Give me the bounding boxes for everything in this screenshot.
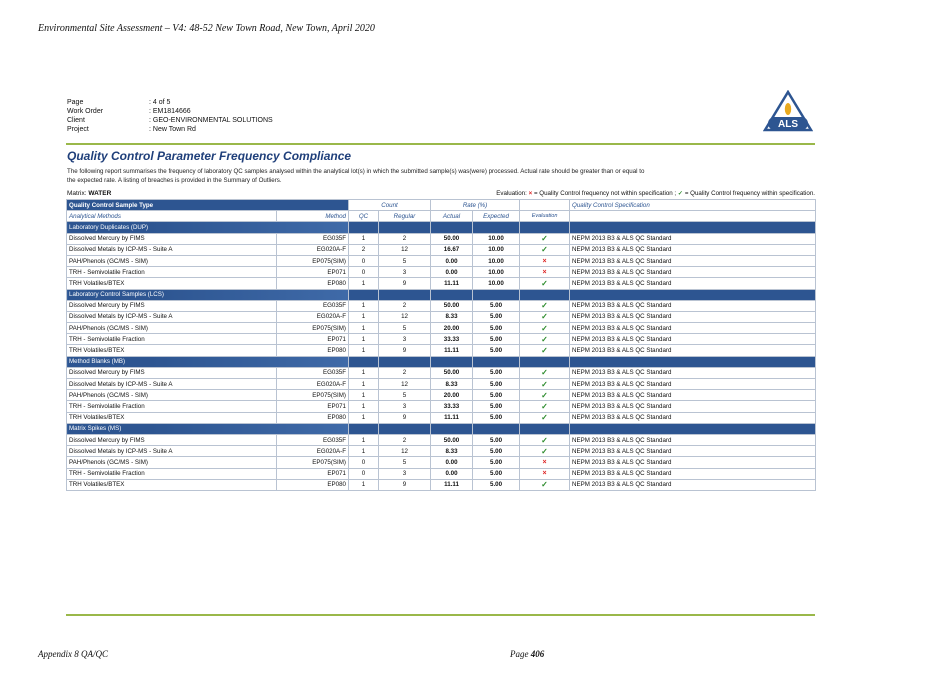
section-filler (473, 289, 520, 300)
pass-check-icon: ✓ (520, 412, 570, 423)
cell-regular: 12 (379, 446, 431, 457)
report-meta (67, 98, 273, 134)
cell-spec: NEPM 2013 B3 & ALS QC Standard (570, 446, 816, 457)
table-row (67, 311, 816, 322)
page-number: 406 (530, 649, 545, 659)
cell-qc: 1 (349, 446, 379, 457)
cell-expected: 5.00 (473, 434, 520, 445)
cell-actual: 50.00 (431, 434, 473, 445)
cell-method: EG035F (277, 233, 349, 244)
section-header (67, 222, 816, 233)
pass-check-icon: ✓ (677, 190, 684, 197)
cell-expected: 5.00 (473, 334, 520, 345)
cell-expected: 5.00 (473, 479, 520, 490)
cell-analytical-method: TRH - Semivolatile Fraction (67, 401, 277, 412)
cell-spec: NEPM 2013 B3 & ALS QC Standard (570, 345, 816, 356)
header-sample-type: Quality Control Sample Type (67, 200, 349, 211)
section-name: Laboratory Duplicates (DUP) (67, 222, 349, 233)
footer-rule (66, 614, 815, 616)
cell-regular: 2 (379, 300, 431, 311)
header-eval-spacer (520, 200, 570, 211)
cell-actual: 11.11 (431, 412, 473, 423)
cell-spec: NEPM 2013 B3 & ALS QC Standard (570, 278, 816, 289)
cell-qc: 1 (349, 278, 379, 289)
cell-actual: 11.11 (431, 345, 473, 356)
cell-analytical-method: Dissolved Mercury by FIMS (67, 233, 277, 244)
cell-analytical-method: PAH/Phenols (GC/MS - SIM) (67, 457, 277, 468)
header-analytical-methods: Analytical Methods (67, 211, 277, 222)
cell-analytical-method: Dissolved Metals by ICP-MS - Suite A (67, 446, 277, 457)
footer-appendix: Appendix 8 QA/QC (38, 649, 108, 659)
cell-method: EP080 (277, 412, 349, 423)
table-row (67, 379, 816, 390)
table-row (67, 255, 816, 266)
logo-text: ALS (778, 119, 798, 130)
cell-actual: 0.00 (431, 255, 473, 266)
section-filler (431, 356, 473, 367)
section-filler (431, 423, 473, 434)
section-filler (379, 289, 431, 300)
fail-cross-icon: × (528, 190, 533, 197)
cell-regular: 12 (379, 244, 431, 255)
cell-expected: 10.00 (473, 267, 520, 278)
cell-analytical-method: TRH Volatiles/BTEX (67, 412, 277, 423)
cell-qc: 0 (349, 468, 379, 479)
header-method: Method (277, 211, 349, 222)
cell-regular: 9 (379, 345, 431, 356)
section-filler (349, 289, 379, 300)
meta-key: Work Order (67, 108, 104, 115)
cell-method: EP071 (277, 267, 349, 278)
cell-qc: 1 (349, 390, 379, 401)
cell-expected: 5.00 (473, 345, 520, 356)
cell-actual: 33.33 (431, 334, 473, 345)
section-filler (379, 222, 431, 233)
cell-actual: 8.33 (431, 311, 473, 322)
cell-method: EG020A-F (277, 311, 349, 322)
table-row (67, 233, 816, 244)
fail-cross-icon: × (520, 468, 570, 479)
cell-method: EG020A-F (277, 379, 349, 390)
pass-check-icon: ✓ (520, 278, 570, 289)
cell-regular: 5 (379, 255, 431, 266)
running-head: Environmental Site Assessment – V4: 48-52 New Town Road, New Town, April 2020 (38, 23, 375, 34)
header-actual: Actual (431, 211, 473, 222)
fail-cross-icon: × (520, 267, 570, 278)
cell-spec: NEPM 2013 B3 & ALS QC Standard (570, 300, 816, 311)
cell-spec: NEPM 2013 B3 & ALS QC Standard (570, 401, 816, 412)
pass-check-icon: ✓ (520, 323, 570, 334)
header-qc: QC (349, 211, 379, 222)
legend-fail-text: = Quality Control frequency not within specification ; (533, 190, 677, 197)
cell-qc: 1 (349, 345, 379, 356)
header-spec: Quality Control Specification (570, 200, 816, 211)
cell-method: EP075(SIM) (277, 255, 349, 266)
cell-analytical-method: TRH Volatiles/BTEX (67, 345, 277, 356)
cell-analytical-method: TRH Volatiles/BTEX (67, 479, 277, 490)
cell-spec: NEPM 2013 B3 & ALS QC Standard (570, 323, 816, 334)
table-row (67, 446, 816, 457)
cell-actual: 0.00 (431, 267, 473, 278)
cell-method: EG035F (277, 300, 349, 311)
cell-analytical-method: TRH - Semivolatile Fraction (67, 267, 277, 278)
cell-spec: NEPM 2013 B3 & ALS QC Standard (570, 233, 816, 244)
cell-actual: 8.33 (431, 379, 473, 390)
pass-check-icon: ✓ (520, 311, 570, 322)
meta-value: : 4 of 5 (149, 99, 171, 106)
cell-method: EP075(SIM) (277, 390, 349, 401)
section-filler (349, 356, 379, 367)
header-regular: Regular (379, 211, 431, 222)
page-title: Quality Control Parameter Frequency Compliance (67, 149, 352, 163)
section-filler (473, 423, 520, 434)
cell-regular: 2 (379, 367, 431, 378)
evaluation-legend (496, 190, 815, 197)
cell-qc: 0 (349, 457, 379, 468)
table-row (67, 434, 816, 445)
cell-spec: NEPM 2013 B3 & ALS QC Standard (570, 311, 816, 322)
meta-value: : GEO-ENVIRONMENTAL SOLUTIONS (149, 117, 273, 124)
cell-qc: 1 (349, 434, 379, 445)
cell-actual: 11.11 (431, 479, 473, 490)
pass-check-icon: ✓ (520, 300, 570, 311)
section-filler (379, 423, 431, 434)
cell-qc: 1 (349, 334, 379, 345)
cell-expected: 5.00 (473, 323, 520, 334)
cell-spec: NEPM 2013 B3 & ALS QC Standard (570, 379, 816, 390)
cell-expected: 10.00 (473, 278, 520, 289)
fail-cross-icon: × (520, 457, 570, 468)
section-filler (520, 289, 570, 300)
cell-actual: 11.11 (431, 278, 473, 289)
header-spec-spacer (570, 211, 816, 222)
cell-actual: 50.00 (431, 367, 473, 378)
cell-actual: 0.00 (431, 468, 473, 479)
section-name: Laboratory Control Samples (LCS) (67, 289, 349, 300)
cell-actual: 0.00 (431, 457, 473, 468)
pass-check-icon: ✓ (520, 233, 570, 244)
footer-page-number (510, 649, 544, 659)
pass-check-icon: ✓ (520, 345, 570, 356)
pass-check-icon: ✓ (520, 401, 570, 412)
cell-method: EG020A-F (277, 244, 349, 255)
cell-expected: 5.00 (473, 367, 520, 378)
intro-line-1: The following report summarises the frequency of laboratory QC samples analysed within the analytical lot(s) in which the submitted sample(s) was(were) processed. Actual rate should be greater than or equal to (67, 168, 645, 175)
cell-expected: 10.00 (473, 244, 520, 255)
cell-qc: 1 (349, 323, 379, 334)
meta-value: : New Town Rd (149, 126, 196, 133)
pass-check-icon: ✓ (520, 390, 570, 401)
pass-check-icon: ✓ (520, 446, 570, 457)
cell-regular: 3 (379, 401, 431, 412)
cell-regular: 2 (379, 233, 431, 244)
cell-analytical-method: TRH - Semivolatile Fraction (67, 468, 277, 479)
cell-spec: NEPM 2013 B3 & ALS QC Standard (570, 434, 816, 445)
cell-regular: 12 (379, 379, 431, 390)
cell-analytical-method: Dissolved Mercury by FIMS (67, 367, 277, 378)
pass-check-icon: ✓ (520, 334, 570, 345)
cell-qc: 1 (349, 479, 379, 490)
table-row (67, 267, 816, 278)
section-filler (520, 356, 570, 367)
table-row (67, 244, 816, 255)
cell-spec: NEPM 2013 B3 & ALS QC Standard (570, 457, 816, 468)
section-filler (349, 222, 379, 233)
meta-row (67, 116, 273, 125)
cell-qc: 1 (349, 300, 379, 311)
cell-expected: 5.00 (473, 300, 520, 311)
cell-expected: 5.00 (473, 390, 520, 401)
cell-method: EP071 (277, 401, 349, 412)
table-row (67, 367, 816, 378)
cell-qc: 0 (349, 267, 379, 278)
als-logo (763, 90, 813, 136)
cell-qc: 2 (349, 244, 379, 255)
section-filler (520, 423, 570, 434)
header-count: Count (349, 200, 431, 211)
matrix-key: Matrix: (67, 190, 87, 197)
section-name: Matrix Spikes (MS) (67, 423, 349, 434)
meta-value: : EM1814666 (149, 108, 191, 115)
cell-regular: 12 (379, 311, 431, 322)
cell-qc: 1 (349, 401, 379, 412)
cell-analytical-method: PAH/Phenols (GC/MS - SIM) (67, 390, 277, 401)
section-header (67, 356, 816, 367)
cell-expected: 5.00 (473, 468, 520, 479)
cell-expected: 5.00 (473, 457, 520, 468)
table-row (67, 479, 816, 490)
section-filler (379, 356, 431, 367)
cell-analytical-method: Dissolved Mercury by FIMS (67, 300, 277, 311)
cell-expected: 10.00 (473, 233, 520, 244)
intro-text (67, 167, 747, 185)
cell-regular: 3 (379, 267, 431, 278)
cell-method: EP071 (277, 334, 349, 345)
pass-check-icon: ✓ (520, 379, 570, 390)
cell-method: EP075(SIM) (277, 323, 349, 334)
cell-spec: NEPM 2013 B3 & ALS QC Standard (570, 267, 816, 278)
cell-qc: 1 (349, 379, 379, 390)
header-expected: Expected (473, 211, 520, 222)
cell-qc: 1 (349, 233, 379, 244)
cell-method: EG020A-F (277, 446, 349, 457)
section-name: Method Blanks (MB) (67, 356, 349, 367)
section-filler (570, 222, 816, 233)
cell-actual: 8.33 (431, 446, 473, 457)
section-filler (431, 289, 473, 300)
cell-actual: 50.00 (431, 300, 473, 311)
meta-key: Page (67, 99, 84, 106)
table-row (67, 300, 816, 311)
cell-method: EP075(SIM) (277, 457, 349, 468)
pass-check-icon: ✓ (520, 244, 570, 255)
matrix-label (67, 190, 111, 197)
cell-qc: 1 (349, 311, 379, 322)
cell-spec: NEPM 2013 B3 & ALS QC Standard (570, 468, 816, 479)
meta-row (67, 125, 273, 134)
meta-row (67, 98, 273, 107)
cell-expected: 10.00 (473, 255, 520, 266)
table-row (67, 457, 816, 468)
matrix-value: WATER (88, 190, 112, 197)
cell-method: EP071 (277, 468, 349, 479)
cell-analytical-method: Dissolved Mercury by FIMS (67, 434, 277, 445)
cell-spec: NEPM 2013 B3 & ALS QC Standard (570, 367, 816, 378)
cell-method: EP080 (277, 479, 349, 490)
cell-analytical-method: PAH/Phenols (GC/MS - SIM) (67, 255, 277, 266)
cell-expected: 5.00 (473, 379, 520, 390)
meta-key: Project (67, 126, 89, 133)
section-filler (570, 356, 816, 367)
table-row (67, 412, 816, 423)
intro-line-2: the expected rate. A listing of breaches is provided in the Summary of Outliers. (67, 177, 282, 184)
cell-method: EP080 (277, 345, 349, 356)
cell-analytical-method: PAH/Phenols (GC/MS - SIM) (67, 323, 277, 334)
cell-analytical-method: TRH - Semivolatile Fraction (67, 334, 277, 345)
cell-method: EG035F (277, 367, 349, 378)
cell-regular: 2 (379, 434, 431, 445)
cell-actual: 50.00 (431, 233, 473, 244)
pass-check-icon: ✓ (520, 367, 570, 378)
cell-qc: 0 (349, 255, 379, 266)
cell-expected: 5.00 (473, 446, 520, 457)
legend-pass-text: = Quality Control frequency within specification. (684, 190, 815, 197)
cell-analytical-method: Dissolved Metals by ICP-MS - Suite A (67, 379, 277, 390)
section-filler (349, 423, 379, 434)
cell-regular: 5 (379, 323, 431, 334)
section-filler (473, 222, 520, 233)
section-filler (473, 356, 520, 367)
cell-regular: 3 (379, 468, 431, 479)
table-row (67, 323, 816, 334)
cell-qc: 1 (349, 412, 379, 423)
cell-spec: NEPM 2013 B3 & ALS QC Standard (570, 334, 816, 345)
page-prefix: Page (510, 649, 529, 659)
table-row (67, 401, 816, 412)
table-row (67, 334, 816, 345)
header-rate: Rate (%) (431, 200, 520, 211)
section-header (67, 423, 816, 434)
table-row (67, 345, 816, 356)
cell-analytical-method: Dissolved Metals by ICP-MS - Suite A (67, 311, 277, 322)
cell-spec: NEPM 2013 B3 & ALS QC Standard (570, 412, 816, 423)
cell-regular: 3 (379, 334, 431, 345)
header-evaluation: Evaluation (520, 211, 570, 222)
table-row (67, 468, 816, 479)
cell-spec: NEPM 2013 B3 & ALS QC Standard (570, 390, 816, 401)
cell-method: EP080 (277, 278, 349, 289)
cell-spec: NEPM 2013 B3 & ALS QC Standard (570, 479, 816, 490)
section-filler (431, 222, 473, 233)
section-header (67, 289, 816, 300)
meta-row (67, 107, 273, 116)
qc-frequency-table (66, 199, 816, 491)
section-filler (570, 423, 816, 434)
pass-check-icon: ✓ (520, 479, 570, 490)
cell-actual: 33.33 (431, 401, 473, 412)
cell-spec: NEPM 2013 B3 & ALS QC Standard (570, 255, 816, 266)
cell-actual: 16.67 (431, 244, 473, 255)
legend-prefix: Evaluation: (496, 190, 527, 197)
cell-regular: 5 (379, 457, 431, 468)
cell-regular: 9 (379, 412, 431, 423)
meta-key: Client (67, 117, 85, 124)
cell-expected: 5.00 (473, 401, 520, 412)
cell-analytical-method: TRH Volatiles/BTEX (67, 278, 277, 289)
cell-expected: 5.00 (473, 311, 520, 322)
cell-regular: 5 (379, 390, 431, 401)
table-row (67, 278, 816, 289)
fail-cross-icon: × (520, 255, 570, 266)
cell-qc: 1 (349, 367, 379, 378)
cell-method: EG035F (277, 434, 349, 445)
cell-actual: 20.00 (431, 390, 473, 401)
cell-regular: 9 (379, 278, 431, 289)
cell-spec: NEPM 2013 B3 & ALS QC Standard (570, 244, 816, 255)
pass-check-icon: ✓ (520, 434, 570, 445)
cell-actual: 20.00 (431, 323, 473, 334)
table-row (67, 390, 816, 401)
section-filler (520, 222, 570, 233)
header-rule (66, 143, 815, 145)
section-filler (570, 289, 816, 300)
cell-analytical-method: Dissolved Metals by ICP-MS - Suite A (67, 244, 277, 255)
cell-regular: 9 (379, 479, 431, 490)
cell-expected: 5.00 (473, 412, 520, 423)
